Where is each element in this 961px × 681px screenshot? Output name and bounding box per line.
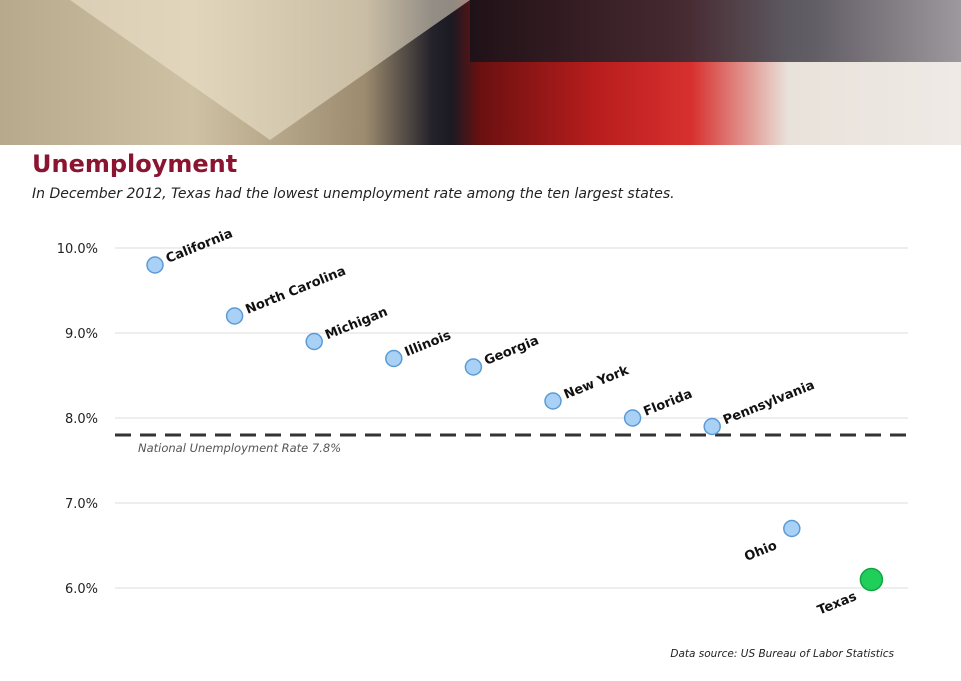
data-point <box>545 393 561 409</box>
data-point <box>860 569 882 591</box>
data-point <box>704 419 720 435</box>
data-point-label: California <box>163 226 236 267</box>
y-tick-label: 6.0% <box>64 582 98 597</box>
data-point-label: Illinois <box>402 328 454 361</box>
data-point-label: Ohio <box>742 538 780 565</box>
data-point <box>147 257 163 273</box>
page-subtitle: In December 2012, Texas had the lowest unemployment rate among the ten largest states. <box>32 186 675 202</box>
y-tick-label: 8.0% <box>64 412 98 427</box>
data-point <box>386 351 402 367</box>
data-point <box>227 308 243 324</box>
y-tick-label: 7.0% <box>64 497 98 512</box>
data-point-label: Texas <box>815 589 859 619</box>
data-point-label: Pennsylvania <box>721 377 817 429</box>
data-point-label: North Carolina <box>243 263 349 318</box>
data-source-note: Data source: US Bureau of Labor Statistics <box>670 648 894 660</box>
data-point-label: Florida <box>641 386 695 420</box>
data-point-label: New York <box>561 363 631 403</box>
y-tick-label: 10.0% <box>56 242 98 257</box>
data-point <box>306 334 322 350</box>
data-point <box>784 521 800 537</box>
national-rate-label: National Unemployment Rate 7.8% <box>138 441 342 455</box>
page-title: Unemployment <box>32 150 238 178</box>
data-point-label: Michigan <box>323 304 391 344</box>
y-tick-label: 9.0% <box>64 327 98 342</box>
data-point <box>625 410 641 426</box>
data-point <box>465 359 481 375</box>
data-point-label: Georgia <box>482 333 542 369</box>
